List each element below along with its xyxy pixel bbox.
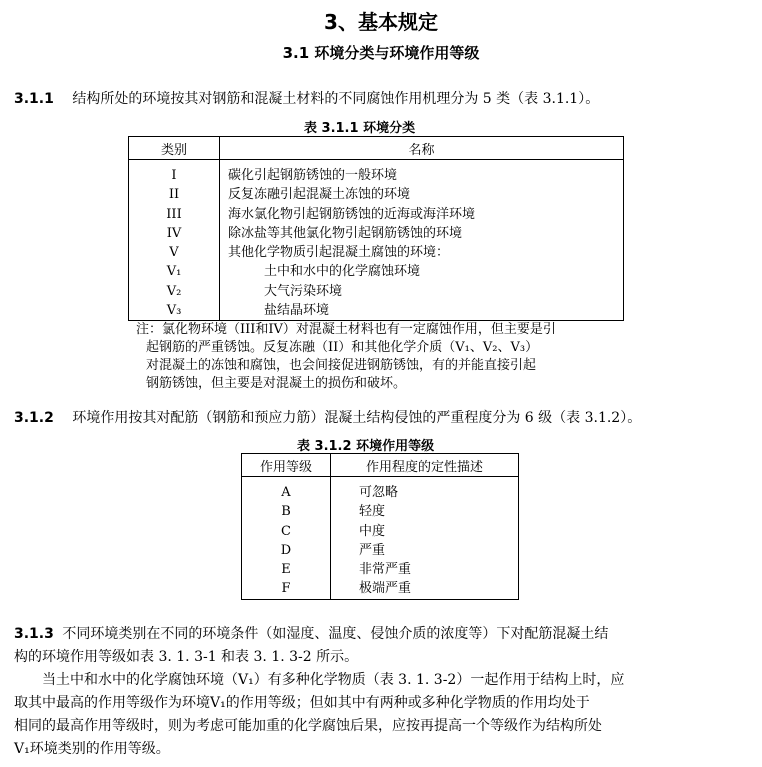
category-code: V₃ [129, 301, 220, 321]
grade-code: E [242, 560, 331, 579]
category-name: 反复冻融引起混凝土冻蚀的环境 [228, 187, 411, 203]
grade-description: 中度 [359, 523, 386, 539]
table-row [129, 282, 624, 301]
table-row [242, 483, 519, 502]
category-code: I [129, 166, 220, 185]
grade-code: F [242, 579, 331, 599]
note-line: 钢筋锈蚀，但主要是对混凝土的损伤和破坏。 [146, 376, 407, 391]
table-row [129, 224, 624, 243]
clause-3-1-1 [14, 88, 599, 108]
table-row [129, 243, 624, 262]
category-code: IV [129, 224, 220, 243]
category-code: III [129, 205, 220, 224]
category-name: 土中和水中的化学腐蚀环境 [264, 264, 421, 280]
note-line: 对混凝土的冻蚀和腐蚀，也会间接促进钢筋锈蚀，有的并能直接引起 [146, 358, 537, 373]
grade-description: 极端严重 [359, 581, 412, 597]
header-name: 名称 [220, 137, 624, 160]
category-name: 碳化引起钢筋锈蚀的一般环境 [228, 168, 398, 183]
category-code: V₂ [129, 282, 220, 301]
clause-number: 3.1.3 [14, 626, 54, 642]
note-line: 起钢筋的严重锈蚀。反复冻融（II）和其他化学介质（V₁、V₂、V₃） [146, 340, 539, 355]
table-row [242, 579, 519, 599]
table-note [136, 321, 556, 393]
grade-code: A [242, 483, 331, 502]
grade-description: 可忽略 [359, 485, 399, 500]
grade-code: D [242, 541, 331, 560]
category-name: 海水氯化物引起钢筋锈蚀的近海或海洋环境 [228, 206, 476, 222]
action-grade-table [241, 453, 519, 600]
section-title: 3.1 环境分类与环境作用等级 [282, 44, 480, 62]
grade-description: 严重 [359, 542, 386, 558]
category-name: 除冰盐等其他氯化物引起钢筋锈蚀的环境 [228, 225, 463, 241]
table-row [129, 262, 624, 281]
category-code: V [129, 243, 220, 262]
table-header-row [129, 137, 624, 160]
clause-line: 取其中最高的作用等级作为环境V₁的作用等级；但如其中有两种或多种化学物质的作用均处于 [14, 695, 590, 711]
clause-line: V₁环境类别的作用等级。 [14, 741, 170, 757]
table-row [242, 560, 519, 579]
clause-line: 相同的最高作用等级时，则为考虑可能加重的化学腐蚀后果，应按再提高一个等级作为结构所处 [14, 718, 602, 734]
category-code: II [129, 185, 220, 204]
header-description: 作用程度的定性描述 [331, 454, 519, 477]
environment-class-table [128, 136, 624, 321]
header-category: 类别 [129, 137, 220, 160]
table-row [242, 541, 519, 560]
clause-3-1-2 [14, 407, 641, 427]
table-row [242, 502, 519, 521]
chapter-title: 3、基本规定 [324, 10, 438, 34]
table-header-row [242, 454, 519, 477]
header-grade: 作用等级 [242, 454, 331, 477]
clause-line: 不同环境类别在不同的环境条件（如湿度、温度、侵蚀介质的浓度等）下对配筋混凝土结 [62, 626, 609, 642]
grade-description: 非常严重 [359, 562, 412, 578]
clause-number: 3.1.1 [14, 91, 54, 107]
table-row [242, 522, 519, 541]
table-caption: 表 3.1.2 环境作用等级 [297, 439, 435, 454]
table-row [129, 166, 624, 185]
clause-3-1-3 [14, 623, 624, 761]
note-line: 注：氯化物环境（III和IV）对混凝土材料也有一定腐蚀作用，但主要是引 [136, 322, 556, 337]
table-row [129, 205, 624, 224]
grade-code: C [242, 522, 331, 541]
table-row [129, 301, 624, 321]
clause-number: 3.1.2 [14, 410, 54, 426]
category-name: 其他化学物质引起混凝土腐蚀的环境： [228, 245, 450, 261]
table-row [129, 185, 624, 204]
category-name: 大气污染环境 [264, 283, 343, 299]
table-caption: 表 3.1.1 环境分类 [304, 121, 416, 136]
grade-description: 轻度 [359, 504, 386, 520]
grade-code: B [242, 502, 331, 521]
clause-line: 构的环境作用等级如表 3. 1. 3-1 和表 3. 1. 3-2 所示。 [14, 649, 359, 665]
category-code: V₁ [129, 262, 220, 281]
clause-text: 结构所处的环境按其对钢筋和混凝土材料的不同腐蚀作用机理分为 5 类（表 3.1.1）。 [72, 91, 600, 107]
category-name: 盐结晶环境 [264, 303, 330, 319]
clause-line: 当土中和水中的化学腐蚀环境（V₁）有多种化学物质（表 3. 1. 3-2）一起作用于结构上时，应 [42, 672, 625, 688]
clause-text: 环境作用按其对配筋（钢筋和预应力筋）混凝土结构侵蚀的严重程度分为 6 级（表 3.1.2）。 [72, 410, 642, 426]
